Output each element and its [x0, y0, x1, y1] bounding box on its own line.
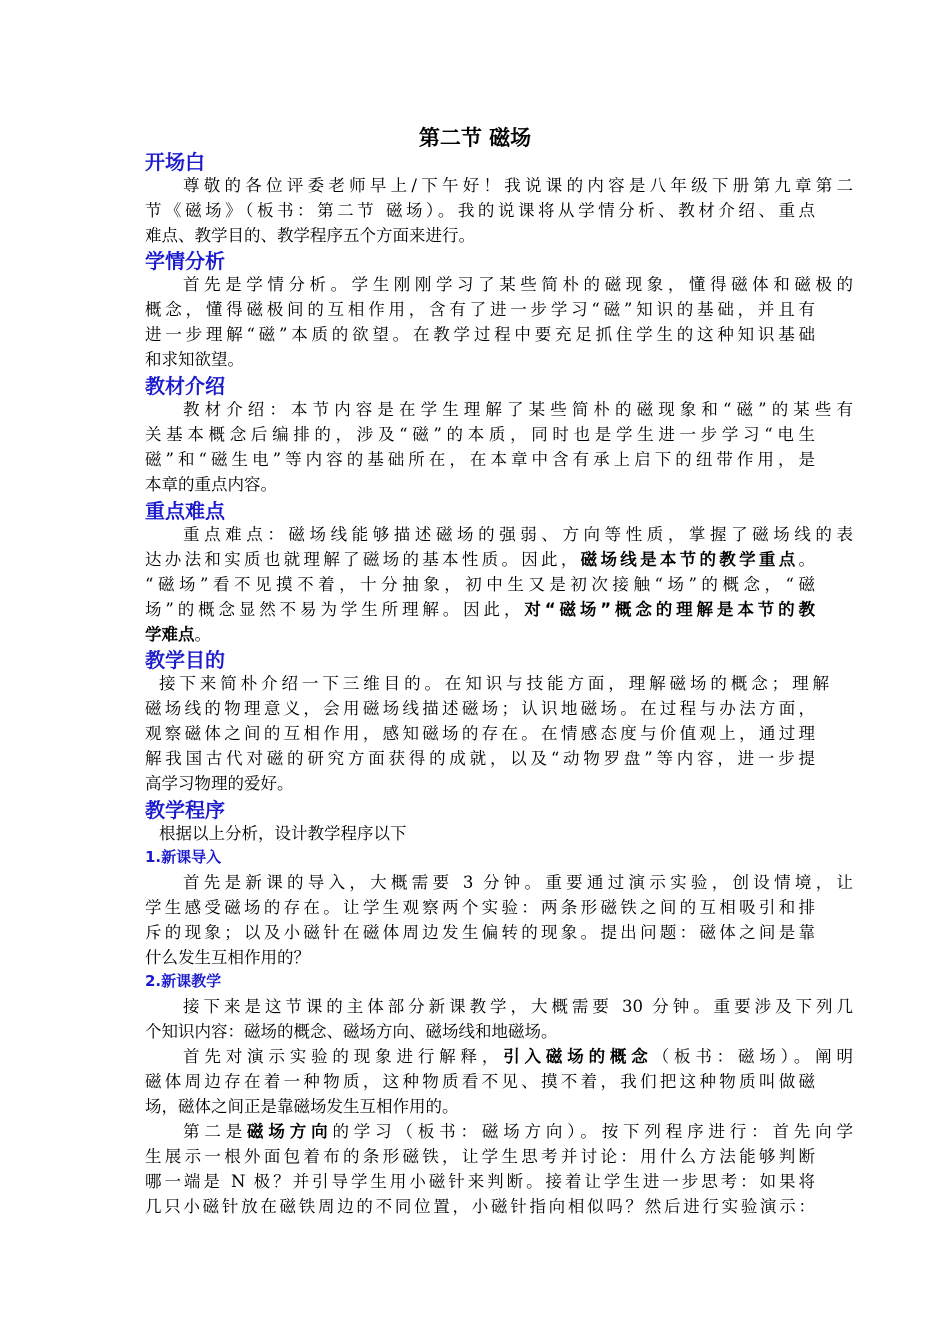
paragraph-line: 根据以上分析，设计教学程序以下 [159, 824, 407, 843]
paragraph-line: 磁”和“磁生电”等内容的基础所在，在本章中含有承上启下的纽带作用，是 [145, 450, 815, 469]
paragraph-line: 教材介绍：本节内容是在学生理解了某些简朴的磁现象和“磁”的某些有 [183, 400, 853, 419]
emphasis-difficulty: 学难点 [145, 625, 195, 644]
text-run: 。 [194, 625, 211, 644]
paragraph-line: 场，磁体之间正是靠磁场发生互相作用的。 [145, 1097, 459, 1116]
paragraph-line: 尊敬的各位评委老师早上/下午好！我说课的内容是八年级下册第九章第二 [183, 176, 853, 195]
paragraph-line: 首先是新课的导入，大概需要 3 分钟。重要通过演示实验，创设情境，让 [183, 873, 853, 892]
heading-opening: 开场白 [145, 150, 205, 174]
emphasis-magnetic-field-concept: 引入磁场的概念 [503, 1047, 653, 1066]
paragraph-line: 概念，懂得磁极间的互相作用，含有了进一步学习“磁”知识的基础，并且有 [145, 300, 815, 319]
paragraph-line [145, 548, 815, 572]
text-run: 第二是 [183, 1122, 248, 1141]
paragraph-line: 解我国古代对磁的研究方面获得的成就，以及“动物罗盘”等内容，进一步提 [145, 749, 815, 768]
paragraph-line: 节《磁场》（板书：第二节 磁场）。我的说课将从学情分析、教材介绍、重点 [145, 201, 815, 220]
paragraph-line [145, 623, 815, 647]
paragraph-line: 生展示一根外面包着布的条形磁铁，让学生思考并讨论：用什么方法能够判断 [145, 1147, 815, 1166]
paragraph-line [145, 1045, 853, 1069]
paragraph-line: 观察磁体之间的互相作用，感知磁场的存在。在情感态度与价值观上，通过理 [145, 724, 815, 743]
subheading-new-lesson-teaching: 2.新课教学 [145, 972, 222, 990]
paragraph-line: 磁场线的物理意义，会用磁场线描述磁场；认识地磁场。在过程与办法方面， [145, 699, 815, 718]
text-run: 达办法和实质也就理解了磁场的基本性质。因此， [145, 550, 581, 569]
paragraph-line: 几只小磁针放在磁铁周边的不同位置，小磁针指向相似吗？然后进行实验演示： [145, 1197, 815, 1216]
paragraph-line: “磁场”看不见摸不着，十分抽象，初中生又是初次接触“场”的概念，“磁 [145, 575, 815, 594]
paragraph-line: 本章的重点内容。 [145, 475, 277, 494]
heading-procedure: 教学程序 [145, 798, 225, 822]
heading-objectives: 教学目的 [145, 648, 225, 672]
emphasis-field-direction: 磁场方向 [247, 1122, 333, 1141]
paragraph-line: 什么发生互相作用的？ [145, 948, 310, 967]
paragraph-line: 高学习物理的爱好。 [145, 774, 294, 793]
paragraph-line [145, 598, 815, 622]
paragraph-line: 磁体周边存在着一种物质，这种物质看不见、摸不着，我们把这种物质叫做磁 [145, 1072, 815, 1091]
text-run: 首先对演示实验的现象进行解释， [183, 1047, 504, 1066]
heading-textbook: 教材介绍 [145, 374, 225, 398]
emphasis-difficulty: 对“磁场”概念的理解是本节的教 [524, 600, 815, 619]
text-run: （板书：磁场）。阐明 [652, 1047, 853, 1066]
heading-keypoints: 重点难点 [145, 499, 225, 523]
paragraph-line: 首先是学情分析。学生刚刚学习了某些简朴的磁现象，懂得磁体和磁极的 [183, 275, 853, 294]
paragraph-line: 接下来是这节课的主体部分新课教学，大概需要 30 分钟。重要涉及下列几 [183, 997, 853, 1016]
document-title: 第二节 磁场 [418, 126, 532, 150]
paragraph-line: 和求知欲望。 [145, 350, 244, 369]
heading-analysis: 学情分析 [145, 249, 225, 273]
paragraph-line: 接下来简朴介绍一下三维目的。在知识与技能方面，理解磁场的概念；理解 [159, 674, 829, 693]
subheading-new-lesson-intro: 1.新课导入 [145, 848, 222, 866]
emphasis-key-point: 磁场线是本节的教学重点 [580, 550, 799, 569]
paragraph-line: 学生感受磁场的存在。让学生观察两个实验：两条形磁铁之间的互相吸引和排 [145, 898, 815, 917]
text-run: 。 [798, 550, 815, 569]
paragraph-line: 个知识内容：磁场的概念、磁场方向、磁场线和地磁场。 [145, 1022, 558, 1041]
text-run: 场”的概念显然不易为学生所理解。因此， [145, 600, 525, 619]
paragraph-line: 哪一端是 N 极？并引导学生用小磁针来判断。接着让学生进一步思考：如果将 [145, 1172, 815, 1191]
text-run: 的学习（板书：磁场方向）。按下列程序进行：首先向学 [332, 1122, 853, 1141]
paragraph-line: 斥的现象；以及小磁针在磁体周边发生偏转的现象。提出问题：磁体之间是靠 [145, 923, 815, 942]
paragraph-line: 重点难点：磁场线能够描述磁场的强弱、方向等性质，掌握了磁场线的表 [183, 525, 853, 544]
paragraph-line: 关基本概念后编排的，涉及“磁”的本质，同时也是学生进一步学习“电生 [145, 425, 815, 444]
paragraph-line [145, 1120, 853, 1144]
paragraph-line: 进一步理解“磁”本质的欲望。在教学过程中要充足抓住学生的这种知识基础 [145, 325, 815, 344]
paragraph-line: 难点、教学目的、教学程序五个方面来进行。 [145, 226, 475, 245]
